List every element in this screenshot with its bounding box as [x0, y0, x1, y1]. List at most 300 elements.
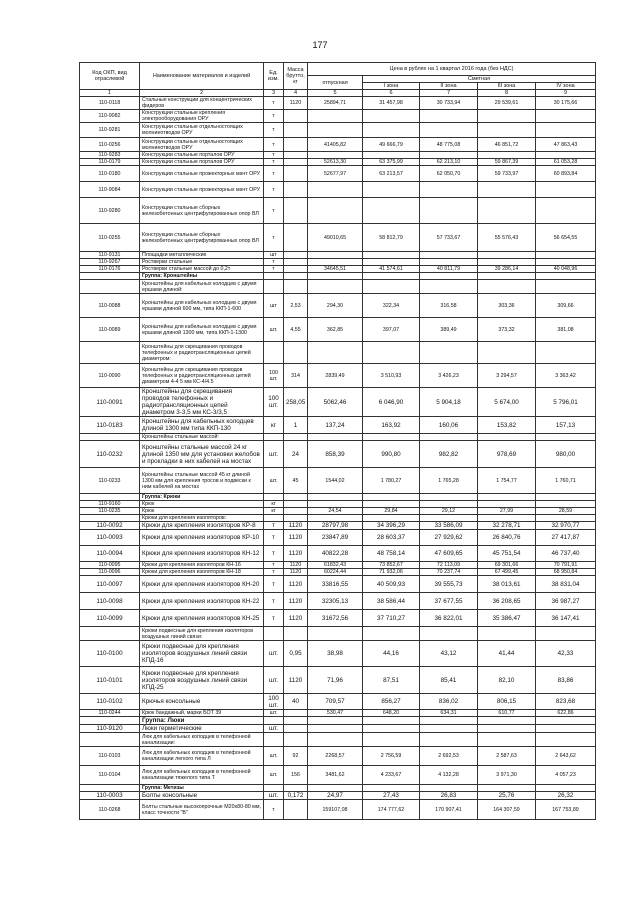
zone4-price-cell	[536, 198, 596, 224]
zone1-price-cell	[363, 717, 420, 725]
page-number: 177	[312, 40, 328, 50]
zone4-price-cell: 30 175,66	[536, 97, 596, 110]
header-zone1: I зона	[363, 83, 420, 90]
table-row	[80, 766, 596, 785]
table-row	[80, 576, 596, 593]
code-cell: 110-0095	[80, 562, 140, 569]
zone2-price-cell: 316,58	[420, 294, 478, 318]
unit-cell	[264, 733, 284, 747]
name-cell: Группа: Крюки	[140, 494, 264, 501]
table-row	[80, 266, 596, 273]
zone3-price-cell	[478, 627, 536, 641]
zone3-price-cell	[478, 725, 536, 733]
table-row	[80, 733, 596, 747]
name-cell: Конструкции стальные прожекторных мачт ОРУ	[140, 182, 264, 198]
zone2-price-cell	[420, 152, 478, 159]
unit-cell	[264, 342, 284, 364]
zone2-price-cell: 85,41	[420, 667, 478, 694]
release-price-cell: 38,98	[308, 641, 363, 667]
release-price-cell	[308, 785, 363, 792]
zone3-price-cell: 3 971,30	[478, 766, 536, 785]
release-price-cell	[308, 182, 363, 198]
mass-cell: 1120	[284, 569, 308, 576]
table-row	[80, 280, 596, 294]
zone1-price-cell	[363, 733, 420, 747]
code-cell: 110-0235	[80, 508, 140, 515]
code-cell: 110-0100	[80, 641, 140, 667]
zone1-price-cell	[363, 725, 420, 733]
zone1-price-cell: 44,16	[363, 641, 420, 667]
unit-cell: т	[264, 97, 284, 110]
unit-cell: т	[264, 610, 284, 627]
zone4-price-cell: 56 654,55	[536, 224, 596, 252]
zone3-price-cell: 3 294,57	[478, 364, 536, 388]
code-cell	[80, 717, 140, 725]
zone3-price-cell	[478, 259, 536, 266]
zone2-price-cell: 48 775,08	[420, 138, 478, 152]
zone1-price-cell: 71 932,06	[363, 569, 420, 576]
zone2-price-cell: 4 132,28	[420, 766, 478, 785]
zone2-price-cell: 62 213,10	[420, 159, 478, 166]
mass-cell: 24	[284, 441, 308, 468]
name-cell: Крюки подвесные для крепления изоляторов воздушных линий связи КПД-25	[140, 667, 264, 694]
zone4-price-cell: 46 737,40	[536, 546, 596, 562]
code-cell: 110-9160	[80, 501, 140, 508]
unit-cell	[264, 280, 284, 294]
release-price-cell: 71,96	[308, 667, 363, 694]
zone3-price-cell: 1 754,77	[478, 468, 536, 494]
zone3-price-cell: 82,10	[478, 667, 536, 694]
zone2-price-cell	[420, 198, 478, 224]
zone3-price-cell	[478, 494, 536, 501]
code-cell: 110-0098	[80, 593, 140, 610]
name-cell: Люк для кабельных колодцев в телефонной канализации тяжелого типа Т	[140, 766, 264, 785]
release-price-cell	[308, 110, 363, 123]
zone3-price-cell: 46 851,72	[478, 138, 536, 152]
zone4-price-cell: 70 791,91	[536, 562, 596, 569]
zone3-price-cell	[478, 515, 536, 522]
table-row	[80, 468, 596, 494]
zone2-price-cell	[420, 280, 478, 294]
zone1-price-cell: 1 780,27	[363, 468, 420, 494]
table-row	[80, 515, 596, 522]
zone1-price-cell: 174 777,62	[363, 800, 420, 820]
zone1-price-cell	[363, 494, 420, 501]
unit-cell: т	[264, 110, 284, 123]
name-cell: Крюки для крепления изоляторов КН-16	[140, 562, 264, 569]
unit-cell: т	[264, 593, 284, 610]
zone2-price-cell: 634,31	[420, 710, 478, 717]
zone1-price-cell: 37 710,27	[363, 610, 420, 627]
unit-cell: т	[264, 123, 284, 138]
name-cell: Люк для кабельных колодцев в телефонной канализации:	[140, 733, 264, 747]
name-cell: Крюки для крепления изоляторов КР-10	[140, 530, 264, 546]
col-number: 7	[420, 90, 478, 97]
release-price-cell: 25894,71	[308, 97, 363, 110]
code-cell	[80, 273, 140, 280]
zone3-price-cell: 32 278,71	[478, 522, 536, 530]
zone3-price-cell	[478, 280, 536, 294]
zone1-price-cell: 27,43	[363, 792, 420, 800]
zone2-price-cell	[420, 123, 478, 138]
header-mass: Масса брутто, кг	[284, 63, 308, 90]
zone2-price-cell	[420, 725, 478, 733]
zone2-price-cell	[420, 252, 478, 259]
unit-cell: 100 шт.	[264, 694, 284, 710]
name-cell: Группа: Люки	[140, 717, 264, 725]
zone2-price-cell: 982,82	[420, 441, 478, 468]
zone3-price-cell: 5 674,00	[478, 388, 536, 417]
name-cell: Кронштейны для кабельных колодцев с двумя ершами длиной 600 мм, типа ККП-1-600	[140, 294, 264, 318]
zone2-price-cell: 389,49	[420, 318, 478, 342]
code-cell: 110-9131	[80, 252, 140, 259]
name-cell: Конструкции стальные порталов ОРУ	[140, 152, 264, 159]
mass-cell	[284, 110, 308, 123]
zone3-price-cell	[478, 152, 536, 159]
unit-cell: т	[264, 522, 284, 530]
release-price-cell: 24,54	[308, 508, 363, 515]
table-row	[80, 792, 596, 800]
zone4-price-cell	[536, 252, 596, 259]
zone1-price-cell: 990,80	[363, 441, 420, 468]
unit-cell	[264, 717, 284, 725]
release-price-cell	[308, 259, 363, 266]
unit-cell: т	[264, 159, 284, 166]
mass-cell: 2,53	[284, 294, 308, 318]
zone3-price-cell	[478, 273, 536, 280]
zone3-price-cell: 2 587,63	[478, 747, 536, 766]
code-cell: 110-0176	[80, 266, 140, 273]
zone3-price-cell: 41,44	[478, 641, 536, 667]
zone2-price-cell: 43,12	[420, 641, 478, 667]
header-zone2: II зона	[420, 83, 478, 90]
unit-cell: шт.	[264, 441, 284, 468]
zone2-price-cell: 30 733,94	[420, 97, 478, 110]
zone1-price-cell	[363, 182, 420, 198]
zone3-price-cell: 69 301,66	[478, 562, 536, 569]
unit-cell: т	[264, 152, 284, 159]
release-price-cell: 159107,08	[308, 800, 363, 820]
name-cell: Ростверки стальные массой до 0,2т	[140, 266, 264, 273]
zone4-price-cell: 980,00	[536, 441, 596, 468]
release-price-cell	[308, 717, 363, 725]
zone3-price-cell: 153,82	[478, 417, 536, 434]
zone2-price-cell	[420, 494, 478, 501]
zone4-price-cell: 1 760,71	[536, 468, 596, 494]
mass-cell	[284, 224, 308, 252]
unit-cell: шт.	[264, 468, 284, 494]
col-number: 8	[478, 90, 536, 97]
zone3-price-cell: 36 208,65	[478, 593, 536, 610]
release-price-cell	[308, 494, 363, 501]
mass-cell: 156	[284, 766, 308, 785]
zone3-price-cell: 610,77	[478, 710, 536, 717]
release-price-cell	[308, 280, 363, 294]
zone1-price-cell: 6 046,90	[363, 388, 420, 417]
zone3-price-cell	[478, 434, 536, 441]
release-price-cell: 28797,98	[308, 522, 363, 530]
code-cell: 110-0118	[80, 97, 140, 110]
release-price-cell: 52613,30	[308, 159, 363, 166]
release-price-cell: 137,24	[308, 417, 363, 434]
mass-cell	[284, 710, 308, 717]
mass-cell	[284, 280, 308, 294]
table-body	[80, 97, 596, 820]
unit-cell: т	[264, 259, 284, 266]
group-row	[80, 494, 596, 501]
mass-cell: 0,95	[284, 641, 308, 667]
header-unit: Ед. изм.	[264, 63, 284, 90]
header-zone3: III зона	[478, 83, 536, 90]
zone1-price-cell: 58 812,79	[363, 224, 420, 252]
unit-cell: шт.	[264, 747, 284, 766]
name-cell: Кронштейны для скрещивания проводов телефонных и радиотрансляционных цепей диаметром:	[140, 342, 264, 364]
zone2-price-cell: 70 237,74	[420, 569, 478, 576]
mass-cell	[284, 159, 308, 166]
zone1-price-cell: 163,92	[363, 417, 420, 434]
name-cell: Люк для кабельных колодцев в телефонной канализации легкого типа Л	[140, 747, 264, 766]
code-cell: 110-9120	[80, 725, 140, 733]
col-number: 5	[308, 90, 363, 97]
name-cell: Кронштейны для скрещивания проводов телефонных и радиотрансляционных цепей диаметром 4-4 5 мм КС-4/4.5	[140, 364, 264, 388]
zone1-price-cell	[363, 501, 420, 508]
name-cell: Крюки подвесные для крепления изоляторов воздушных линий связи КПД-16	[140, 641, 264, 667]
unit-cell: т	[264, 182, 284, 198]
name-cell: Площадки металлические	[140, 252, 264, 259]
release-price-cell	[308, 252, 363, 259]
zone4-price-cell: 381,08	[536, 318, 596, 342]
zone4-price-cell: 28,59	[536, 508, 596, 515]
zone1-price-cell	[363, 152, 420, 159]
table-row	[80, 138, 596, 152]
table-row	[80, 224, 596, 252]
name-cell: Люки герметические	[140, 725, 264, 733]
mass-cell	[284, 123, 308, 138]
zone2-price-cell: 2 692,53	[420, 747, 478, 766]
release-price-cell: 3481,62	[308, 766, 363, 785]
zone4-price-cell	[536, 259, 596, 266]
group-row	[80, 785, 596, 792]
zone4-price-cell: 27 417,87	[536, 530, 596, 546]
unit-cell	[264, 434, 284, 441]
zone1-price-cell	[363, 110, 420, 123]
code-cell: 110-0103	[80, 747, 140, 766]
mass-cell	[284, 259, 308, 266]
zone4-price-cell: 47 863,43	[536, 138, 596, 152]
name-cell: Крюки подвесные для крепления изоляторов воздушных линий связи:	[140, 627, 264, 641]
zone4-price-cell	[536, 733, 596, 747]
zone2-price-cell: 33 586,09	[420, 522, 478, 530]
zone3-price-cell: 27,99	[478, 508, 536, 515]
table-row	[80, 508, 596, 515]
zone2-price-cell: 36 822,01	[420, 610, 478, 627]
unit-cell: шт.	[264, 710, 284, 717]
zone3-price-cell: 26 840,76	[478, 530, 536, 546]
zone3-price-cell: 303,36	[478, 294, 536, 318]
table-row	[80, 725, 596, 733]
zone2-price-cell	[420, 733, 478, 747]
mass-cell: 40	[284, 694, 308, 710]
zone1-price-cell: 34 396,29	[363, 522, 420, 530]
mass-cell: 314	[284, 364, 308, 388]
table-row	[80, 501, 596, 508]
mass-cell	[284, 198, 308, 224]
zone1-price-cell: 49 666,79	[363, 138, 420, 152]
release-price-cell	[308, 515, 363, 522]
price-table	[79, 62, 596, 820]
mass-cell	[284, 266, 308, 273]
name-cell: Конструкции стальные отдельностоящих молниеотводов ОРУ	[140, 123, 264, 138]
zone1-price-cell	[363, 273, 420, 280]
zone4-price-cell	[536, 434, 596, 441]
col-number: 1	[80, 90, 140, 97]
unit-cell: т	[264, 266, 284, 273]
zone1-price-cell: 322,34	[363, 294, 420, 318]
header-zone4: IV зона	[536, 83, 596, 90]
zone1-price-cell: 38 586,44	[363, 593, 420, 610]
zone3-price-cell	[478, 785, 536, 792]
table-row	[80, 259, 596, 266]
name-cell: Крюки для крепления изоляторов КН-18	[140, 569, 264, 576]
table-row	[80, 710, 596, 717]
name-cell: Крюки для крепления изоляторов КН-25	[140, 610, 264, 627]
zone2-price-cell	[420, 273, 478, 280]
mass-cell: 92	[284, 747, 308, 766]
table-row	[80, 441, 596, 468]
zone1-price-cell: 63 213,57	[363, 166, 420, 182]
code-cell: 110-0179	[80, 159, 140, 166]
release-price-cell: 41405,82	[308, 138, 363, 152]
code-cell	[80, 785, 140, 792]
name-cell: Конструкции стальные прожекторных мачт ОРУ	[140, 166, 264, 182]
zone1-price-cell	[363, 434, 420, 441]
code-cell	[80, 342, 140, 364]
table-row	[80, 364, 596, 388]
zone3-price-cell: 35 386,47	[478, 610, 536, 627]
zone1-price-cell: 4 233,67	[363, 766, 420, 785]
table-row	[80, 123, 596, 138]
mass-cell	[284, 501, 308, 508]
release-price-cell	[308, 273, 363, 280]
release-price-cell	[308, 725, 363, 733]
name-cell: Крюки для крепления изоляторов:	[140, 515, 264, 522]
zone3-price-cell	[478, 198, 536, 224]
unit-cell: шт.	[264, 641, 284, 667]
header-code: Код ОКП, вид отраслевой	[80, 63, 140, 90]
release-price-cell	[308, 342, 363, 364]
release-price-cell	[308, 501, 363, 508]
zone1-price-cell: 648,20	[363, 710, 420, 717]
zone2-price-cell	[420, 342, 478, 364]
zone4-price-cell: 26,32	[536, 792, 596, 800]
table-row	[80, 318, 596, 342]
zone2-price-cell	[420, 110, 478, 123]
mass-cell	[284, 166, 308, 182]
table-row	[80, 546, 596, 562]
zone1-price-cell: 41 574,61	[363, 266, 420, 273]
release-price-cell: 49010,65	[308, 224, 363, 252]
name-cell: Кронштейны для кабельных колодцев с двумя ершами длиной 1300 мм, типа ККП-1-1300	[140, 318, 264, 342]
zone1-price-cell	[363, 515, 420, 522]
code-cell: 110-0183	[80, 417, 140, 434]
zone4-price-cell	[536, 494, 596, 501]
zone4-price-cell: 61 053,28	[536, 159, 596, 166]
code-cell	[80, 515, 140, 522]
release-price-cell: 1544,02	[308, 468, 363, 494]
zone4-price-cell	[536, 123, 596, 138]
mass-cell	[284, 733, 308, 747]
name-cell: Конструкции стальные сборных железобетонных центрифугированных опор ВЛ	[140, 198, 264, 224]
zone1-price-cell	[363, 252, 420, 259]
release-price-cell	[308, 434, 363, 441]
name-cell: Крючья консольные	[140, 694, 264, 710]
name-cell: Кронштейны стальные массой 45 кг длиной 1300 мм для крепления тросов и подвески к ним кабелей на мостах	[140, 468, 264, 494]
col-number: 2	[140, 90, 264, 97]
release-price-cell: 32305,13	[308, 593, 363, 610]
zone1-price-cell	[363, 198, 420, 224]
release-price-cell: 60224,44	[308, 569, 363, 576]
mass-cell	[284, 785, 308, 792]
name-cell: Кронштейны для скрещивания проводов телефонных и радиотрансляционных цепей диаметром 3-3,5 мм КС-3/3,5	[140, 388, 264, 417]
unit-cell: 100 шт.	[264, 364, 284, 388]
mass-cell	[284, 273, 308, 280]
zone2-price-cell	[420, 717, 478, 725]
col-number: 6	[363, 90, 420, 97]
unit-cell: т	[264, 530, 284, 546]
zone3-price-cell: 67 499,45	[478, 569, 536, 576]
mass-cell: 1120	[284, 593, 308, 610]
zone4-price-cell	[536, 717, 596, 725]
mass-cell: 1120	[284, 610, 308, 627]
zone4-price-cell: 36 987,27	[536, 593, 596, 610]
zone4-price-cell: 68 950,84	[536, 569, 596, 576]
release-price-cell: 530,47	[308, 710, 363, 717]
zone4-price-cell: 823,68	[536, 694, 596, 710]
zone2-price-cell: 26,83	[420, 792, 478, 800]
zone2-price-cell: 5 904,18	[420, 388, 478, 417]
zone4-price-cell: 157,13	[536, 417, 596, 434]
mass-cell: 1120	[284, 97, 308, 110]
zone1-price-cell: 397,07	[363, 318, 420, 342]
name-cell: Конструкции стальные порталов ОРУ	[140, 159, 264, 166]
zone1-price-cell: 856,27	[363, 694, 420, 710]
unit-cell: т	[264, 576, 284, 593]
name-cell: Крюк	[140, 501, 264, 508]
release-price-cell	[308, 152, 363, 159]
name-cell: Ростверки стальные	[140, 259, 264, 266]
zone4-price-cell	[536, 725, 596, 733]
mass-cell: 1120	[284, 576, 308, 593]
zone2-price-cell: 40 811,79	[420, 266, 478, 273]
table-row	[80, 182, 596, 198]
zone4-price-cell	[536, 515, 596, 522]
table-row	[80, 800, 596, 820]
unit-cell: т	[264, 138, 284, 152]
zone1-price-cell: 63 375,99	[363, 159, 420, 166]
unit-cell: шт.	[264, 667, 284, 694]
name-cell: Группа: Метизы	[140, 785, 264, 792]
unit-cell: шт	[264, 294, 284, 318]
release-price-cell	[308, 123, 363, 138]
zone3-price-cell	[478, 342, 536, 364]
zone2-price-cell	[420, 434, 478, 441]
mass-cell	[284, 627, 308, 641]
release-price-cell: 362,85	[308, 318, 363, 342]
unit-cell: т	[264, 800, 284, 820]
zone4-price-cell	[536, 785, 596, 792]
unit-cell	[264, 515, 284, 522]
release-price-cell: 34645,51	[308, 266, 363, 273]
